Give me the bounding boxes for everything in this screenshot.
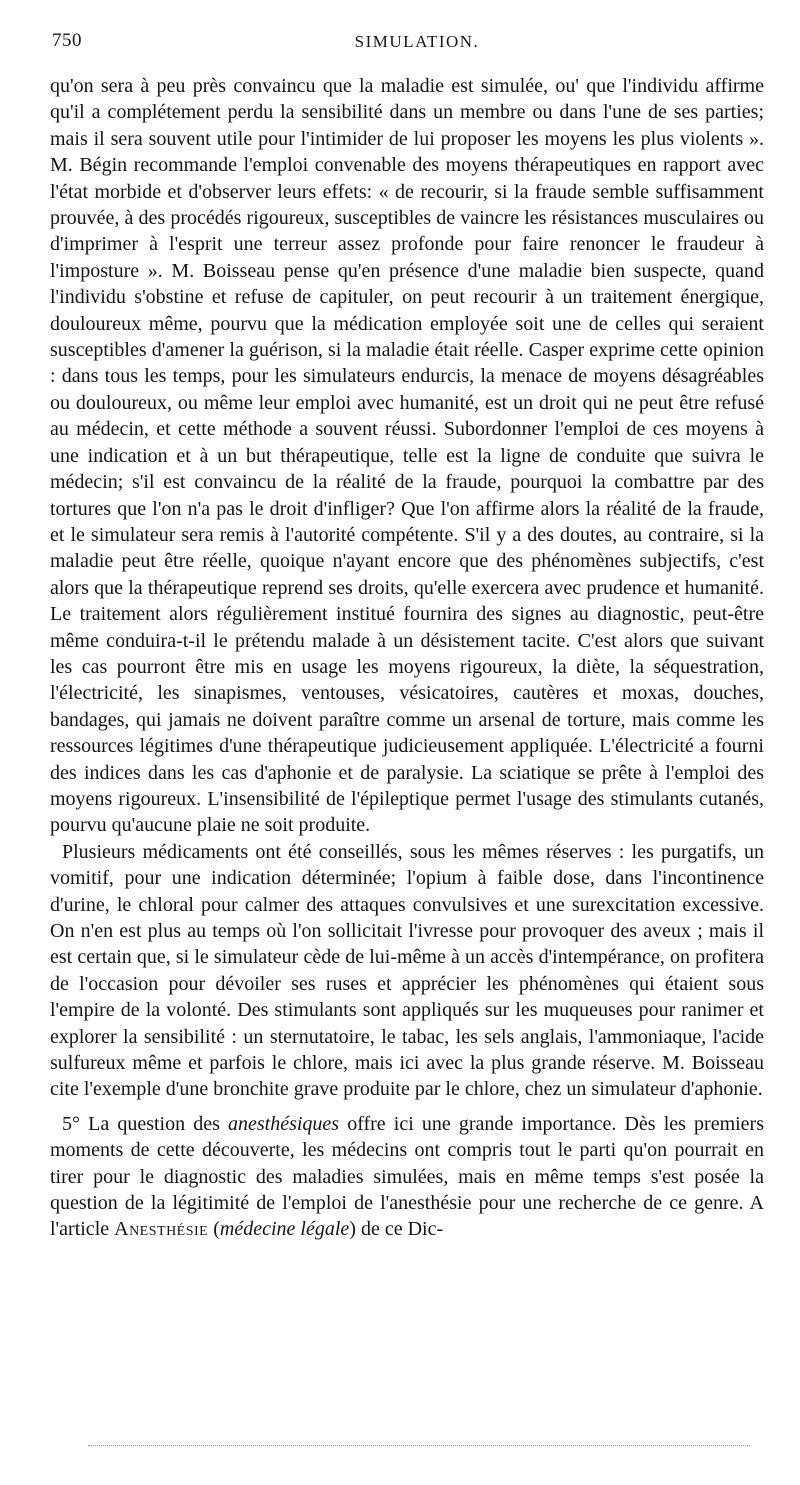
paragraph-2: Plusieurs médicaments ont été conseillés, sous les mêmes réserves : les purgatifs, un vomitif, pour une indication déterminée; l'opium à faible dose, dans l'incontinence d'urine, le chloral pour calmer des attaques convulsives et une surexcitation excessive. On n'en est plus au temps où l'on sollicitait l'ivresse pour provoquer des aveux ; mais il est certain que, si le simulateur cède de lui-même à un accès d'intempérance, on profitera de l'occasion pour dévoiler ses ruses et apprécier les phénomènes qui étaient sous l'empire de la volonté. Des stimulants sont appliqués sur les muqueuses pour ranimer et explorer la sensibilité : un sternutatoire, le tabac, les sels anglais, l'ammoniaque, l'acide sulfureux même et parfois le chlore, mais ici avec la plus grande réserve. M. Boisseau cite l'exemple d'une bronchite grave produite par le chlore, chez un simulateur d'aphonie. xyxy=(50,840,764,1101)
emphasis-anesthesiques: anesthésiques xyxy=(227,1112,340,1135)
paragraph-3-text-a: 5° La question des xyxy=(62,1112,228,1135)
body-text xyxy=(50,73,764,1243)
page-header xyxy=(50,30,764,60)
page-number: 750 xyxy=(52,30,82,51)
running-title: SIMULATION. xyxy=(354,32,480,51)
article-reference: Anesthésie xyxy=(114,1218,209,1241)
paragraph-3 xyxy=(50,1111,764,1243)
paragraph-3-text-b: offre ici une grande importance. Dès les premiers moments de cette découverte, les médecins ont compris tout le parti qu'on pourrait en tirer pour le diagnostic des maladies simulées, mais en même temps s'est posée la question de la légitimité de l'emploi de l'anesthésie pour une recherche de ce genre. A l'article xyxy=(50,1112,765,1241)
emphasis-medecine-legale: médecine légale xyxy=(219,1218,350,1241)
paragraph-3-text-c: ( xyxy=(208,1218,220,1241)
footer-dotted-rule xyxy=(88,1445,750,1446)
paragraph-3-text-d: ) de ce Dic- xyxy=(349,1218,444,1241)
paragraph-1: qu'on sera à peu près convaincu que la maladie est simulée, ou' que l'individu affirme qu'il a complétement perdu la sensibilité dans un membre ou dans l'une de ses parties; mais il sera souvent utile pour l'intimider de lui proposer les moyens les plus violents ». M. Bégin recommande l'emploi convenable des moyens thérapeutiques en rapport avec l'état morbide et d'observer leurs effets: « de recourir, si la fraude semble suffisamment prouvée, à des procédés rigoureux, susceptibles de vaincre les résistances musculaires ou d'imprimer à l'esprit une terreur assez profonde pour faire renoncer le fraudeur à l'imposture ». M. Boisseau pense qu'en présence d'une maladie bien suspecte, quand l'individu s'obstine et refuse de capituler, on peut recourir à un traitement énergique, douloureux même, pourvu que la médication employée soit une de celles qui seraient susceptibles d'amener la guérison, si la maladie était réelle. Casper exprime cette opinion : dans tous les temps, pour les simulateurs endurcis, la menace de moyens désagréables ou douloureux, ou même leur emploi avec humanité, est un droit qui ne peut être refusé au médecin, et cette méthode a souvent réussi. Subordonner l'emploi de ces moyens à une indication et à un but thérapeutique, telle est la ligne de conduite que suivra le médecin; s'il est convaincu de la réalité de la fraude, pourquoi la combattre par des tortures que l'on n'a pas le droit d'infliger? Que l'on affirme alors la réalité de la fraude, et le simulateur sera remis à l'autorité compétente. S'il y a des doutes, au contraire, si la maladie peut être réelle, quoique n'ayant encore que des phénomènes subjectifs, c'est alors que la thérapeutique reprend ses droits, qu'elle exercera avec prudence et humanité. Le traitement alors régulièrement institué fournira des signes au diagnostic, peut-être même conduira-t-il le prétendu malade à un désistement tacite. C'est alors que suivant les cas pourront être mis en usage les moyens rigoureux, la diète, la séquestration, l'électricité, les sinapismes, ventouses, vésicatoires, cautères et moxas, douches, bandages, qui jamais ne doivent paraître comme un arsenal de torture, mais comme les ressources légitimes d'une thérapeutique judicieusement appliquée. L'électricité a fourni des indices dans les cas d'aphonie et de paralysie. La sciatique se prête à l'emploi des moyens rigoureux. L'insensibilité de l'épileptique permet l'usage des stimulants cutanés, pourvu qu'aucune plaie ne soit produite. xyxy=(50,75,764,837)
page xyxy=(50,30,764,1243)
